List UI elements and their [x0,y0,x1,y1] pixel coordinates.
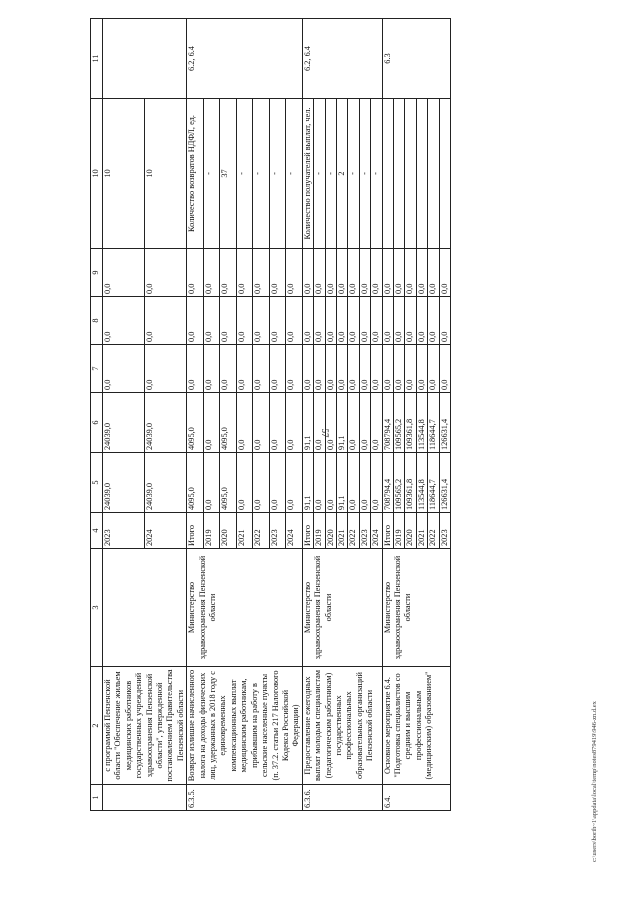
total-row [302,19,313,811]
value-cell: 0,0 [314,393,325,453]
value-cell: 113544,8 [416,393,427,453]
value-cell: 0,0 [336,297,347,345]
value-cell: 0,0 [286,297,303,345]
value-cell: 91,1 [336,393,347,453]
value-cell: 24039,0 [103,393,145,453]
header-row [91,19,103,811]
value-cell: 109565,2 [393,393,404,453]
value-cell: 0,0 [359,249,370,297]
value-cell: 0,0 [203,393,219,453]
value-cell: 0,0 [236,345,252,393]
year-cell: 2024 [286,513,303,549]
value-cell: 0,0 [314,297,325,345]
executor: Министерство здравоохранения Пензенской области [302,549,382,667]
year-cell: 2019 [393,513,404,549]
value-cell: 0,0 [203,345,219,393]
value-cell: 118644,7 [428,453,439,513]
value-cell: 0,0 [253,297,269,345]
value-cell: 0,0 [302,297,313,345]
value-cell: 0,0 [439,249,450,297]
linked-indicators: 6.2, 6.4 [302,19,382,99]
header-cell: 3 [91,549,103,667]
value-cell: 0,0 [439,297,450,345]
value-cell: 0,0 [416,297,427,345]
value-cell: 4095,0 [220,393,236,453]
value-cell: 0,0 [187,297,203,345]
value-cell: 0,0 [325,453,336,513]
value-cell: 0,0 [236,453,252,513]
value-cell: 126631,4 [439,453,450,513]
value-cell: 0,0 [359,453,370,513]
total-row [187,19,203,811]
program-table [90,18,451,811]
item-number: 6.3.5. [187,785,302,811]
indicator-value: - [269,99,285,249]
item-description: Возврат излишне начисленного налога на доходы физических лиц, удержанных в 2018 году с единовременных компенсационных выплат медицинским работникам, прибывшим на работу в сельские населенные пункты (п. 37.2. статьи 217 Налогового Кодекса Российской Федерации) [187,667,302,785]
value-cell: 0,0 [220,297,236,345]
value-cell: 0,0 [145,297,187,345]
indicator-value: 10 [103,99,145,249]
value-cell: 0,0 [103,297,145,345]
value-cell: 0,0 [325,345,336,393]
value-cell: 0,0 [236,297,252,345]
linked-indicators: 6.2, 6.4 [187,19,302,99]
value-cell: 0,0 [393,297,404,345]
year-cell: Итого [187,513,203,549]
item-number [103,785,187,811]
value-cell: 113544,8 [416,453,427,513]
value-cell: 0,0 [269,297,285,345]
value-cell: 0,0 [405,297,416,345]
year-cell: 2024 [145,513,187,549]
total-row [382,19,393,811]
year-cell: 2022 [253,513,269,549]
header-cell: 5 [91,453,103,513]
item-number: 6.4. [382,785,450,811]
rotated-table-wrapper [90,18,588,811]
value-cell: 0,0 [286,453,303,513]
value-cell: 0,0 [236,249,252,297]
value-cell: 0,0 [253,453,269,513]
indicator-value: - [359,99,370,249]
value-cell: 0,0 [393,249,404,297]
indicator-value [393,99,404,249]
value-cell: 0,0 [269,345,285,393]
value-cell: 0,0 [428,297,439,345]
value-cell: 0,0 [371,393,382,453]
indicator-value: - [203,99,219,249]
value-cell: 0,0 [416,249,427,297]
value-cell: 0,0 [348,297,359,345]
indicator-value: 2 [336,99,347,249]
value-cell: 0,0 [187,345,203,393]
item-description: Основное мероприятие 6.4. "Подготовка специалистов со средним и высшим профессиональным (медицинским) образованием" [382,667,450,785]
value-cell: 91,1 [336,453,347,513]
value-cell: 109565,2 [393,453,404,513]
value-cell: 0,0 [103,345,145,393]
linked-indicators [103,19,187,99]
year-cell: Итого [382,513,393,549]
indicator-value: - [286,99,303,249]
value-cell: 708794,4 [382,393,393,453]
indicator-value [416,99,427,249]
value-cell: 0,0 [336,345,347,393]
value-cell: 24039,0 [145,393,187,453]
value-cell: 0,0 [286,345,303,393]
year-cell: 2022 [348,513,359,549]
indicator-value [405,99,416,249]
item-description: с программой Пензенской области "Обеспечение жильем медицинских работников государственных учреждений здравоохранения Пензенской области", утвержденной постановлением Правительства Пензенской области [103,667,187,785]
value-cell: 0,0 [145,345,187,393]
executor: Министерство здравоохранения Пензенской области [187,549,302,667]
value-cell: 0,0 [348,393,359,453]
year-cell: 2022 [428,513,439,549]
item-description: Предоставление ежегодных выплат молодым специалистам (педагогическим работникам) государственных профессиональных образовательных организаций Пензенской области [302,667,382,785]
year-cell: 2021 [336,513,347,549]
executor [103,549,187,667]
value-cell: 0,0 [439,345,450,393]
header-cell: 4 [91,513,103,549]
value-cell: 0,0 [382,345,393,393]
year-cell: 2019 [203,513,219,549]
value-cell: 0,0 [348,249,359,297]
value-cell: 0,0 [405,345,416,393]
indicator-value [382,99,393,249]
value-cell: 0,0 [286,393,303,453]
header-cell: 6 [91,393,103,453]
value-cell: 0,0 [393,345,404,393]
year-cell: 2020 [405,513,416,549]
value-cell: 0,0 [325,297,336,345]
value-cell: 0,0 [302,249,313,297]
value-cell: 0,0 [359,297,370,345]
page-number: 57 [320,428,330,438]
header-cell: 2 [91,667,103,785]
indicator-value: - [236,99,252,249]
value-cell: 0,0 [428,345,439,393]
value-cell: 91,1 [302,393,313,453]
year-cell: 2024 [371,513,382,549]
value-cell: 0,0 [359,345,370,393]
value-cell: 24039,0 [145,453,187,513]
value-cell: 0,0 [286,249,303,297]
value-cell: 0,0 [428,249,439,297]
year-cell: 2023 [359,513,370,549]
year-cell: 2020 [220,513,236,549]
indicator-value: - [371,99,382,249]
value-cell: 91,1 [302,453,313,513]
value-cell: 0,0 [145,249,187,297]
year-cell: 2021 [416,513,427,549]
header-cell: 11 [91,19,103,99]
linked-indicators: 6.3 [382,19,450,99]
header-cell: 1 [91,785,103,811]
value-cell: 0,0 [325,249,336,297]
value-cell: 0,0 [187,249,203,297]
value-cell: 0,0 [269,393,285,453]
header-cell: 7 [91,345,103,393]
value-cell: 0,0 [336,249,347,297]
indicator-value: - [253,99,269,249]
value-cell: 4095,0 [220,453,236,513]
value-cell: 0,0 [203,249,219,297]
header-cell: 9 [91,249,103,297]
indicator-value: 37 [220,99,236,249]
item-number: 6.3.6. [302,785,382,811]
value-cell: 4095,0 [187,453,203,513]
year-row [103,19,145,811]
value-cell: 0,0 [348,453,359,513]
value-cell: 0,0 [302,345,313,393]
value-cell: 4095,0 [187,393,203,453]
value-cell: 0,0 [371,249,382,297]
value-cell: 0,0 [203,297,219,345]
value-cell: 0,0 [253,393,269,453]
value-cell: 0,0 [348,345,359,393]
indicator-label: Количество получателей выплат, чел. [302,99,313,249]
value-cell: 0,0 [236,393,252,453]
value-cell: 0,0 [371,345,382,393]
year-cell: 2020 [325,513,336,549]
value-cell: 0,0 [103,249,145,297]
value-cell: 0,0 [382,297,393,345]
value-cell: 0,0 [371,453,382,513]
year-cell: 2021 [236,513,252,549]
value-cell: 708794,4 [382,453,393,513]
header-cell: 10 [91,99,103,249]
value-cell: 0,0 [359,393,370,453]
indicator-value: - [325,99,336,249]
value-cell: 126631,4 [439,393,450,453]
value-cell: 0,0 [220,345,236,393]
value-cell: 0,0 [314,345,325,393]
year-cell: 2023 [103,513,145,549]
executor: Министерство здравоохранения Пензенской области [382,549,450,667]
value-cell: 0,0 [382,249,393,297]
indicator-label: Количество возвратов НДФЛ, ед. [187,99,203,249]
value-cell: 24039,0 [103,453,145,513]
value-cell: 118644,7 [428,393,439,453]
indicator-value: 10 [145,99,187,249]
value-cell: 0,0 [371,297,382,345]
value-cell: 0,0 [269,249,285,297]
value-cell: 0,0 [314,453,325,513]
value-cell: 0,0 [220,249,236,297]
value-cell: 0,0 [253,345,269,393]
year-cell: 2023 [269,513,285,549]
year-cell: 2023 [439,513,450,549]
indicator-value [439,99,450,249]
value-cell: 0,0 [253,249,269,297]
value-cell: 0,0 [416,345,427,393]
indicator-value: - [348,99,359,249]
value-cell: 0,0 [405,249,416,297]
year-cell: 2019 [314,513,325,549]
value-cell: 109361,8 [405,453,416,513]
value-cell: 0,0 [269,453,285,513]
header-cell: 8 [91,297,103,345]
indicator-value [428,99,439,249]
file-path-footer: c:\users\borih~1\appdata\local\temp\notes879419\946-zn.d.ex [591,701,598,862]
value-cell: 109361,8 [405,393,416,453]
value-cell: 0,0 [203,453,219,513]
indicator-value: - [314,99,325,249]
year-cell: Итого [302,513,313,549]
value-cell: 0,0 [325,393,336,453]
value-cell: 0,0 [314,249,325,297]
